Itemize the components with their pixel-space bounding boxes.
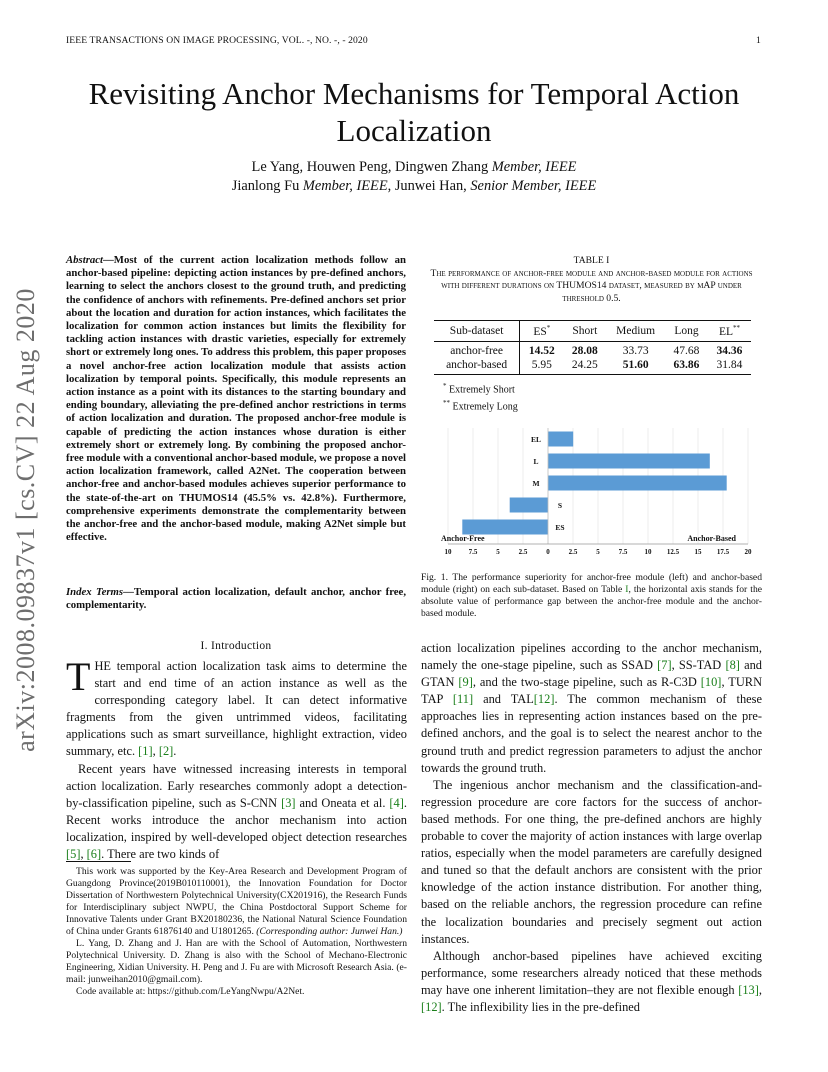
- x-tick-label: 0: [546, 548, 550, 556]
- x-tick-label: 10: [644, 548, 652, 556]
- table-ref-link[interactable]: I: [625, 584, 629, 595]
- caption-text: Fig. 1. The performance superiority for anchor-free module (left) and anchor-based module (right) on each sub-dataset. Based on Table: [421, 572, 762, 595]
- x-tick-label: 12.5: [666, 548, 680, 556]
- arxiv-stamp: [6, 280, 46, 760]
- citation-link[interactable]: [1]: [138, 744, 153, 759]
- index-terms: [66, 586, 406, 612]
- table-cell: 33.73: [622, 344, 649, 357]
- journal-header: IEEE TRANSACTIONS ON IMAGE PROCESSING, VOL. -, NO. -, - 2020: [66, 35, 368, 46]
- table-cell: 24.25: [563, 358, 606, 375]
- author-names: Le Yang, Houwen Peng, Dingwen Zhang: [251, 159, 492, 175]
- x-tick-label: 2.5: [518, 548, 528, 556]
- table-label: TABLE I: [573, 255, 610, 266]
- intro-paragraph-1: [66, 654, 407, 761]
- citation-link[interactable]: [6]: [86, 847, 102, 862]
- citation-link[interactable]: [4]: [389, 795, 404, 810]
- table-cell: 31.84: [708, 358, 751, 375]
- bar-l: [548, 454, 710, 469]
- category-label: EL: [530, 435, 542, 444]
- paper-title: Revisiting Anchor Mechanisms for Temporal Action Localization: [88, 76, 740, 148]
- paragraph-text: , and the two-stage pipeline, such as R-C3D: [472, 675, 701, 690]
- table-caption-text: The performance of anchor-free module and anchor-based module for actions with different durations on THUMOS14 dataset, measured by mAP under threshold 0.5.: [430, 267, 753, 304]
- abstract-label: Abstract: [66, 254, 104, 266]
- table-cell: 47.68: [673, 344, 700, 357]
- index-terms-text: —Temporal action localization, default anchor, anchor free, complementarity.: [66, 586, 407, 612]
- paragraph-text: .: [173, 744, 177, 759]
- anchor-free-label: Anchor-Free: [441, 534, 485, 543]
- paragraph-text: . The common mechanism of these approaches lies in representing action instances based on the pre-defined anchors, and the goal is to select the nearest anchor to the ground truth and predict regression parameters to adjust the anchor towards the ground truth.: [421, 692, 762, 775]
- citation-link[interactable]: [12]: [421, 999, 442, 1014]
- table-cell: 34.36: [716, 344, 743, 357]
- drop-cap: T: [66, 654, 91, 699]
- citation-link[interactable]: [3]: [281, 795, 296, 810]
- author-name: Jianlong Fu: [231, 178, 303, 194]
- paragraph-text: and Oneata et al.: [295, 795, 390, 810]
- table-note: * Extremely Short: [443, 382, 515, 396]
- table-header-row: [434, 321, 751, 342]
- citation-link[interactable]: [12]: [533, 692, 555, 707]
- paragraph-text: and GTAN: [421, 658, 762, 690]
- author-line-2: [40, 177, 788, 196]
- page-number: 1: [756, 35, 761, 46]
- footnote-funding: [66, 866, 407, 938]
- right-column-body: [421, 640, 762, 1016]
- caption-text: , the horizontal axis stands for the absolute value of performance gap between the anchor-free module and the anchor-based module.: [421, 584, 762, 619]
- citation-link[interactable]: [2]: [158, 744, 174, 759]
- author-name: , Junwei Han,: [387, 178, 471, 194]
- paragraph-text: ,: [152, 744, 159, 759]
- corresponding-author: (Corresponding author: Junwei Han.): [256, 926, 403, 937]
- category-label: L: [533, 457, 539, 466]
- abstract: [66, 254, 406, 544]
- paragraph-text: Although anchor-based pipelines have achieved exciting performance, some researchers already noticed that these methods may have one inherent limitation–they are not flexible enough: [421, 948, 762, 997]
- category-label: S: [557, 501, 563, 510]
- table-header: ES*: [520, 321, 564, 342]
- body-paragraph-3: [421, 948, 762, 1016]
- table-notes: [443, 380, 518, 414]
- bar-el: [548, 432, 573, 447]
- paragraph-text: Recent years have witnessed increasing interests in temporal action localization. Early researches commonly adopt a detection-by-classification pipeline, such as S-CNN: [66, 761, 407, 810]
- table-cell: anchor-based: [434, 358, 520, 375]
- bar-m: [548, 476, 727, 491]
- table-note: ** Extremely Long: [443, 398, 518, 413]
- intro-body: [66, 654, 407, 863]
- author-role: Senior Member, IEEE: [470, 178, 597, 194]
- table-cell: 28.08: [571, 344, 598, 357]
- citation-link[interactable]: [13]: [738, 982, 759, 997]
- paragraph-text: ,: [80, 847, 87, 862]
- table-header: Medium: [606, 321, 665, 342]
- table-cell: 5.95: [520, 358, 564, 375]
- x-tick-label: 7.5: [468, 548, 478, 556]
- author-role: Member, IEEE: [491, 159, 577, 175]
- paragraph-text: ,: [758, 982, 762, 997]
- index-terms-label: Index Terms: [66, 586, 124, 598]
- paragraph-text: and TAL: [473, 692, 534, 707]
- paragraph-text: , TURN TAP: [421, 675, 763, 707]
- table-header: Long: [665, 321, 708, 342]
- table-header: Sub-dataset: [434, 321, 520, 342]
- author-role: Member, IEEE: [302, 178, 388, 194]
- section-heading: I. Introduction: [200, 640, 272, 652]
- paragraph-text: , SS-TAD: [671, 658, 726, 673]
- x-tick-label: 10: [444, 548, 452, 556]
- footnote-text: This work was supported by the Key-Area Research and Development Program of Guangdong Province(2019B010110001), the Innovation Foundation for Doctor Dissertation of Northwestern Polytechnical University(CX201916), the Research Funds for Interdisciplinary subject NWPU, the China Postdoctoral Support Scheme for Innovative Talents under Grant BX20180236, the National Natural Science Foundation of China under Grants 61876140 and U1801265.: [66, 866, 407, 937]
- bar-s: [510, 498, 548, 513]
- table-header: EL**: [708, 321, 751, 342]
- table-caption: [421, 255, 762, 305]
- abstract-text: —Most of the current action localization methods follow an anchor-based pipeline: depicting action instances by pre-defined anchors, learning to select the anchors closest to the ground truth, and predicting the confidence of anchors with refinements. Pre-defined anchors set prior about the location and duration for action instances, which facilitates the localization for common action instances but limits the flexibility for tackling action instances with drastic varieties, especially for extremely short or extremely long ones. To address this problem, this paper proposes a novel anchor-free action localization module that assists action localization by temporal points. Specifically, this module represents an action instance as a point with its distances to the starting boundary and ending boundary, alleviating the pre-defined anchor restrictions in terms of action localization and duration. The proposed anchor-free module is capable of predicting the action instances whose duration is either extremely short or extremely long. By combining the proposed anchor-free module with a conventional anchor-based module, we propose a novel action localization framework, called A2Net. The cooperation between anchor-free and anchor-based modules achieves superior performance to the state-of-the-art on THUMOS14 (45.5% vs. 42.8%). Furthermore, comprehensive experiments demonstrate the complementarity between the anchor-free and the anchor-based module, making A2Net simple but effective.: [66, 254, 406, 544]
- citation-link[interactable]: [7]: [657, 658, 672, 673]
- table-row: [434, 358, 751, 375]
- x-tick-label: 7.5: [618, 548, 628, 556]
- table-header: Short: [563, 321, 606, 342]
- intro-paragraph-2: [66, 761, 407, 864]
- bar-es: [462, 520, 548, 535]
- paragraph-text: . Recent works introduce the anchor mechanism into action localization, inspired by well-developed object detection researches: [66, 795, 407, 844]
- performance-gap-chart: [428, 422, 758, 560]
- citation-link[interactable]: [11]: [452, 692, 474, 707]
- paragraph-text: action localization pipelines according to the anchor mechanism, namely the one-stage pipeline, such as SSAD: [421, 641, 762, 673]
- category-label: ES: [555, 523, 565, 532]
- table-cell: 14.52: [528, 344, 555, 357]
- citation-link[interactable]: [10]: [700, 675, 722, 690]
- body-paragraph-2: The ingenious anchor mechanism and the classification-and-regression procedure are core factors for the success of anchor-based methods. For one thing, the pre-defined anchors are highly probable to cover the majority of action instances with large overlap ratios, especially when the model parameters are carefully designed and tuned so that the default anchors are consistent with the prior knowledge of the action instance distribution. For another thing, based on the reliable anchors, the regression procedure can refine the localization boundaries and precisely segment out action instances.: [421, 777, 762, 946]
- author-line-1: [40, 158, 788, 177]
- x-tick-label: 5: [596, 548, 600, 556]
- x-tick-label: 15: [694, 548, 702, 556]
- table-row: [434, 341, 751, 358]
- paragraph-text: . The inflexibility lies in the pre-defined: [441, 999, 640, 1014]
- footnote: [66, 866, 407, 998]
- x-tick-label: 2.5: [568, 548, 578, 556]
- arxiv-id: arXiv:2008.09837v1 [cs.CV] 22 Aug 2020: [11, 288, 40, 752]
- author-list: [40, 158, 788, 196]
- citation-link[interactable]: [9]: [458, 675, 473, 690]
- x-tick-label: 17.5: [716, 548, 730, 556]
- body-paragraph-1: [421, 640, 762, 777]
- table-cell: 63.86: [665, 358, 708, 375]
- footnote-affiliations: L. Yang, D. Zhang and J. Han are with the School of Automation, Northwestern Polytechnical University. D. Zhang is also with the School of Mechano-Electronic Engineering, Xidian University. H. Peng and J. Fu are with Microsoft Research Asia. (e-mail: junweihan2010@gmail.com).: [66, 938, 407, 985]
- results-table: [434, 320, 751, 375]
- x-tick-label: 5: [496, 548, 500, 556]
- figure-caption: [421, 572, 762, 620]
- anchor-based-label: Anchor-Based: [687, 534, 736, 543]
- footnote-rule: [66, 861, 131, 862]
- paragraph-text: HE temporal action localization task aims to determine the start and end time of an action instance as well as the corresponding category label. It can detect informative fragments from the given untrimmed videos, facilitating applications such as smart surveillance, highlight extraction, video summary, etc.: [66, 659, 407, 759]
- table-cell: anchor-free: [434, 341, 520, 358]
- x-tick-label: 20: [744, 548, 752, 556]
- category-label: M: [532, 479, 540, 488]
- table-cell: 51.60: [606, 358, 665, 375]
- citation-link[interactable]: [5]: [66, 847, 81, 862]
- footnote-code: Code available at: https://github.com/LeYangNwpu/A2Net.: [76, 986, 305, 997]
- citation-link[interactable]: [8]: [725, 658, 740, 673]
- paragraph-text: . There are two kinds of: [101, 847, 220, 862]
